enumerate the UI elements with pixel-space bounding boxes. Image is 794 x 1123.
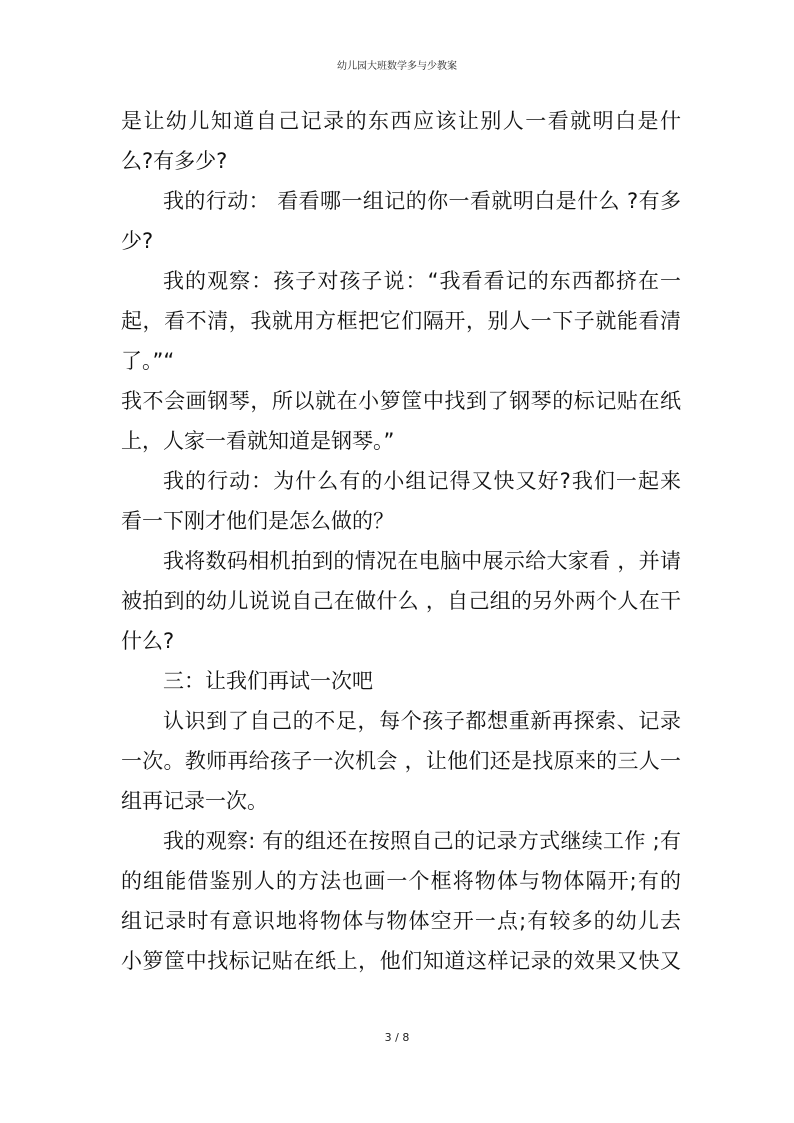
text-line: 是让幼儿知道自己记录的东西应该让别人一看就明白是什 [121, 109, 681, 133]
page-header: 幼儿园大班数学多与少教案 [337, 61, 457, 72]
document-body [121, 101, 681, 981]
text-line: 起，看不清，我就用方框把它们隔开，别人一下子就能看清 [121, 309, 681, 333]
text-line: 认识到了自己的不足，每个孩子都想重新再探索、记录 [163, 709, 681, 733]
text-line: 我的观察: 有的组还在按照自己的记录方式继续工作 ;有 [163, 829, 681, 853]
text-line: 少? [121, 229, 154, 253]
text-line: 小箩筐中找标记贴在纸上，他们知道这样记录的效果又快又 [121, 949, 681, 973]
text-line: 什么? [121, 629, 175, 653]
text-line: 组记录时有意识地将物体与物体空开一点;有较多的幼儿去 [121, 909, 681, 933]
text-line: 上，人家一看就知道是钢琴。” [121, 429, 395, 453]
text-line: 我不会画钢琴，所以就在小箩筐中找到了钢琴的标记贴在纸 [121, 389, 681, 413]
text-line: 看一下刚才他们是怎么做的？ [121, 509, 394, 533]
text-line: 的组能借鉴别人的方法也画一个框将物体与物体隔开;有的 [121, 869, 681, 893]
text-line: 我的行动：为什么有的小组记得又快又好?我们一起来 [163, 469, 681, 493]
text-line: 一次。教师再给孩子一次机会 ，让他们还是找原来的三人一 [121, 749, 681, 773]
page-number: 3 / 8 [384, 1031, 410, 1044]
text-line: 被拍到的幼儿说说自己在做什么 ，自己组的另外两个人在干 [121, 589, 681, 613]
text-line: 我的行动： 看看哪一组记的你一看就明白是什么 ?有多 [163, 189, 681, 213]
text-line: 了。”“ [121, 349, 175, 373]
text-line: 组再记录一次。 [121, 789, 268, 813]
text-line: 我的观察：孩子对孩子说：“我看看记的东西都挤在一 [163, 269, 681, 293]
text-line: 么?有多少? [121, 149, 228, 173]
text-line: 我将数码相机拍到的情况在电脑中展示给大家看 ，并请 [163, 549, 681, 573]
section-heading: 三：让我们再试一次吧 [163, 669, 373, 693]
